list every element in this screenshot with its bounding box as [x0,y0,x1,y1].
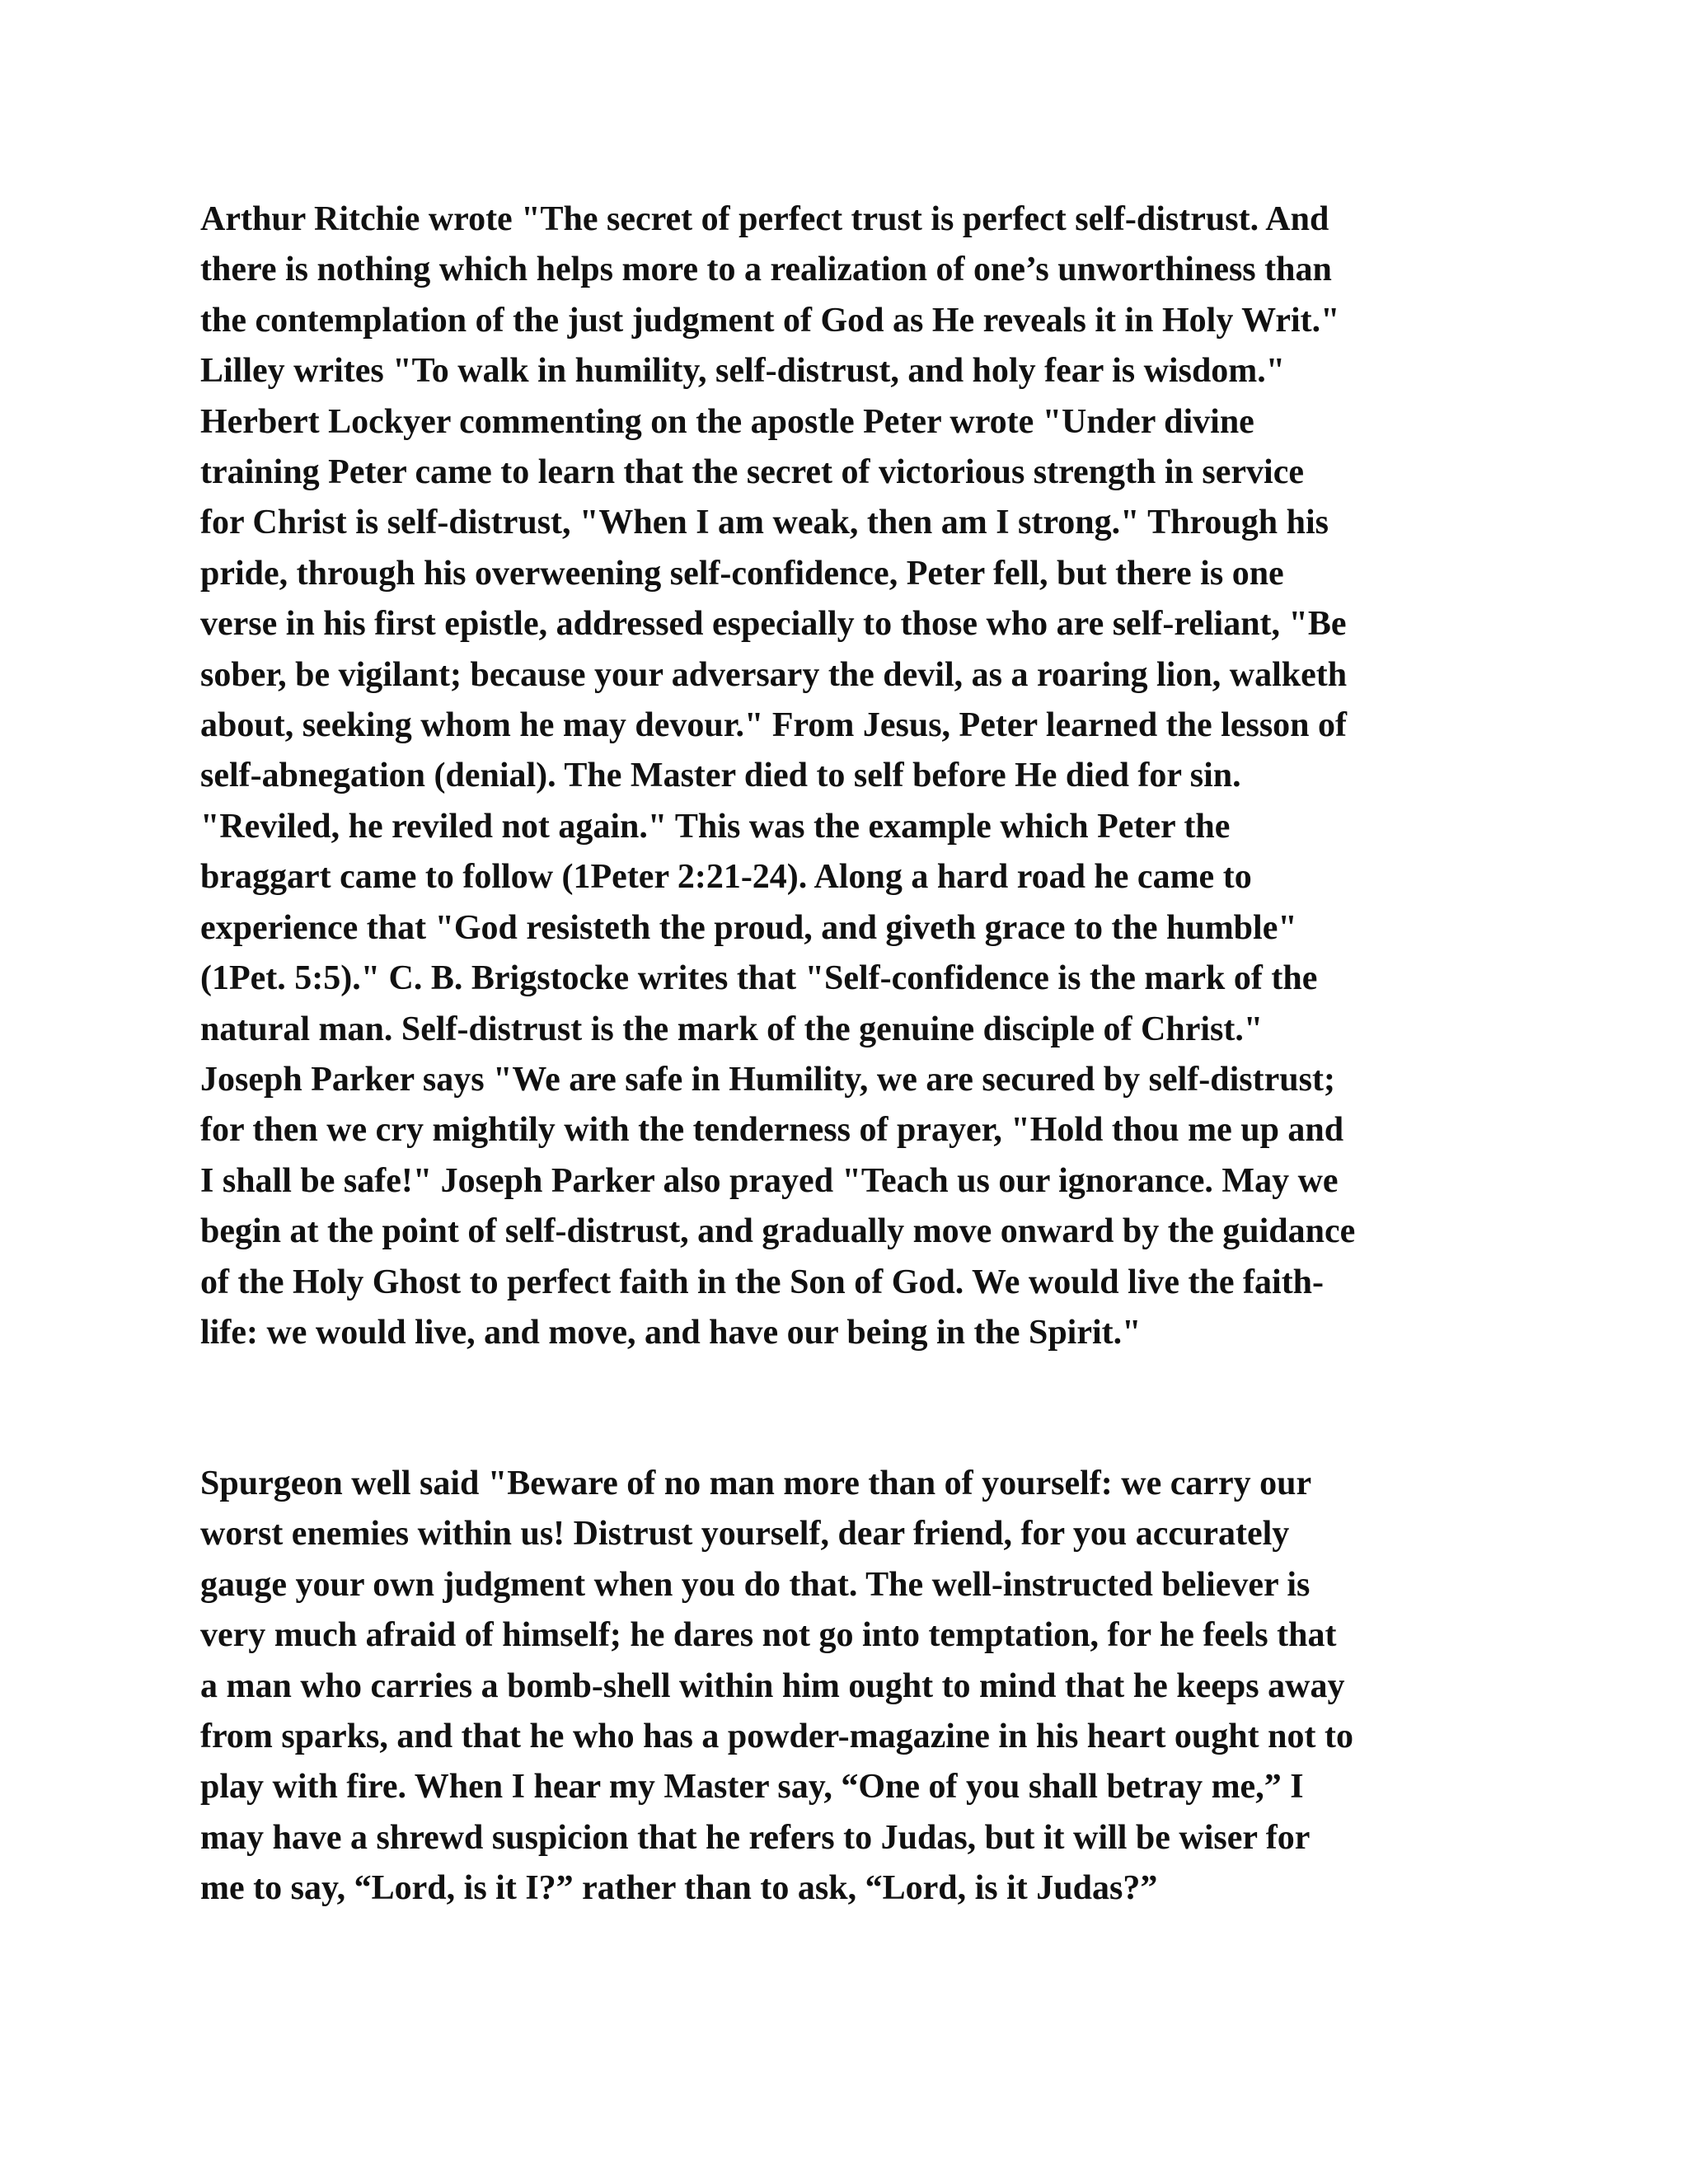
text-line: a man who carries a bomb-shell within him ought to mind that he keeps away [200,1666,1345,1705]
text-line: from sparks, and that he who has a powder-magazine in his heart ought not to [200,1718,1353,1756]
text-line: of the Holy Ghost to perfect faith in the Son of God. We would live the faith- [200,1263,1325,1301]
text-line: for Christ is self-distrust, "When I am weak, then am I strong." Through his [200,504,1329,542]
text-line: the contemplation of the just judgment of God as He reveals it in Holy Writ." [200,301,1340,340]
text-line: gauge your own judgment when you do that. The well-instructed believer is [200,1565,1311,1604]
text-line: Joseph Parker says "We are safe in Humility, we are secured by self-distrust; [200,1060,1335,1099]
text-line: Spurgeon well said "Beware of no man more than of yourself: we carry our [200,1465,1312,1502]
text-line: (1Pet. 5:5)." C. B. Brigstocke writes that "Self-confidence is the mark of the [200,959,1318,998]
text-line: "Reviled, he reviled not again." This was the example which Peter the [200,807,1231,846]
text-line: Arthur Ritchie wrote "The secret of perfect trust is perfect self-distrust. And [200,200,1329,238]
text-line: braggart came to follow (1Peter 2:21-24). Along a hard road he came to [200,858,1252,897]
text-line: self-abnegation (denial). The Master died to self before He died for sin. [200,757,1241,795]
paragraph-humility-quotes [200,194,1498,1358]
text-line: sober, be vigilant; because your adversary the devil, as a roaring lion, walketh [200,655,1348,694]
text-line: play with fire. When I hear my Master say, “One of you shall betray me,” I [200,1768,1304,1807]
text-line: Herbert Lockyer commenting on the apostle Peter wrote "Under divine [200,402,1254,441]
text-line: worst enemies within us! Distrust yourself, dear friend, for you accurately [200,1515,1290,1554]
text-line: me to say, “Lord, is it I?” rather than to ask, “Lord, is it Judas?” [200,1869,1158,1908]
text-line: training Peter came to learn that the secret of victorious strength in service [200,453,1304,492]
text-line: begin at the point of self-distrust, and gradually move onward by the guidance [200,1212,1356,1251]
text-line: very much afraid of himself; he dares not go into temptation, for he feels that [200,1616,1337,1655]
text-line: natural man. Self-distrust is the mark of the genuine disciple of Christ." [200,1010,1264,1048]
text-line: about, seeking whom he may devour." From Jesus, Peter learned the lesson of [200,706,1348,745]
text-line: life: we would live, and move, and have our being in the Spirit." [200,1313,1142,1352]
text-line: pride, through his overweening self-confidence, Peter fell, but there is one [200,554,1284,593]
paragraph-spurgeon-quote [200,1459,1498,1915]
text-line: Lilley writes "To walk in humility, self-distrust, and holy fear is wisdom." [200,352,1286,391]
text-line: I shall be safe!" Joseph Parker also prayed "Teach us our ignorance. May we [200,1161,1339,1200]
text-line: experience that "God resisteth the proud, and giveth grace to the humble" [200,908,1297,947]
text-line: may have a shrewd suspicion that he refers to Judas, but it will be wiser for [200,1818,1311,1857]
text-line: verse in his first epistle, addressed especially to those who are self-reliant, "Be [200,605,1347,644]
text-line: for then we cry mightily with the tenderness of prayer, "Hold thou me up and [200,1111,1344,1150]
text-line: there is nothing which helps more to a realization of one’s unworthiness than [200,251,1332,289]
